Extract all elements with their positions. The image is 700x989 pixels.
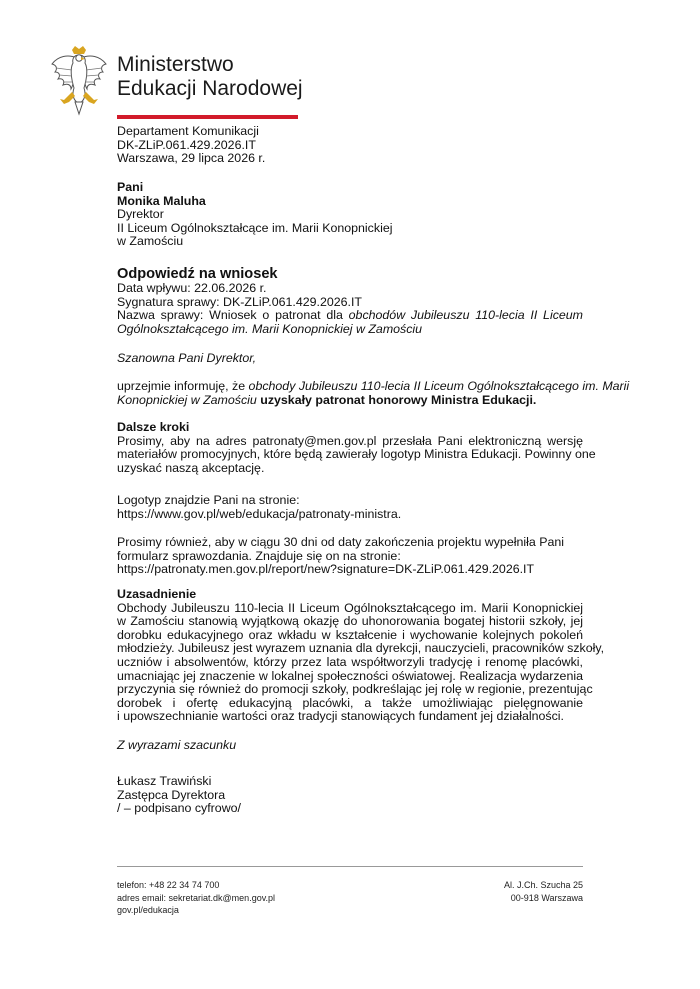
- reference-number: DK-ZLiP.061.429.2026.IT: [117, 137, 256, 152]
- recipient-block: [117, 181, 583, 249]
- ministry-name-line1: Ministerstwo: [117, 53, 234, 76]
- report-info-line: formularz sprawozdania. Znajduje się on na stronie:: [117, 548, 401, 563]
- decision-outcome: uzyskały patronat honorowy Ministra Edukacji.: [260, 392, 537, 407]
- case-name-line2: Ogólnokształcącego im. Marii Konopnickiej w Zamościu: [117, 321, 423, 336]
- ministry-name: [117, 53, 303, 101]
- footer-address: [504, 879, 583, 904]
- footer-web[interactable]: gov.pl/edukacja: [117, 905, 179, 915]
- justification-line: dorobku edukacyjnego oraz wkładu w kształcenie i wychowanie kolejnych pokoleń: [117, 627, 583, 642]
- letter-meta: [117, 125, 583, 166]
- closing-text: Z wyrazami szacunku: [117, 738, 237, 752]
- justification-line: umacniając jej znaczenie w lokalnej społeczności oświatowej. Realizacja wydarzenia: [117, 668, 583, 683]
- justification-section: [117, 587, 605, 724]
- signatory-name: Łukasz Trawiński: [117, 774, 212, 788]
- decision-line1: [117, 379, 630, 394]
- subject-block: [117, 266, 583, 336]
- decision-event-2: Konopnickiej w Zamościu: [117, 392, 257, 407]
- department: Departament Komunikacji: [117, 124, 259, 138]
- justification-line: i upowszechnianie wartości oraz tradycji stanowiących fundament jej działalności.: [117, 709, 564, 724]
- justification-line: Obchody Jubileuszu 110-lecia II Liceum Ogólnokształcącego im. Marii Konopnickiej: [117, 600, 583, 615]
- recipient-city: w Zamościu: [117, 234, 184, 249]
- next-steps-section: [117, 420, 596, 475]
- signature-block: [117, 775, 583, 816]
- place-date: Warszawa, 29 lipca 2026 r.: [117, 151, 266, 166]
- justification-line: młodzieży. Jubileusz jest wyrazem uznania dla dyrekcji, nauczycieli, pracowników szkoły,: [117, 641, 605, 656]
- polish-eagle-emblem-icon: [50, 44, 108, 116]
- next-steps-line: uzyskać naszą akceptację.: [117, 460, 265, 475]
- recipient-institution: II Liceum Ogólnokształcące im. Marii Konopnickiej: [117, 220, 393, 235]
- report-info-link[interactable]: https://patronaty.men.gov.pl/report/new?signature=DK-ZLiP.061.429.2026.IT: [117, 562, 535, 577]
- logo-info: [117, 494, 583, 521]
- report-info-line: Prosimy również, aby w ciągu 30 dni od daty zakończenia projektu wypełniła Pani: [117, 535, 564, 549]
- decision-intro: uprzejmie informuję, że: [117, 379, 246, 393]
- footer-email[interactable]: adres email: sekretariat.dk@men.gov.pl: [117, 892, 276, 903]
- next-steps-heading: Dalsze kroki: [117, 420, 190, 434]
- case-signature: Sygnatura sprawy: DK-ZLiP.061.429.2026.IT: [117, 294, 362, 309]
- greeting-text: Szanowna Pani Dyrektor,: [117, 351, 257, 365]
- decision-event-1: obchody Jubileuszu 110-lecia II Liceum Ogólnokształcącego im. Marii: [248, 379, 630, 393]
- logo-info-link[interactable]: https://www.gov.pl/web/edukacja/patronaty-ministra.: [117, 506, 402, 521]
- signatory-role: Zastępca Dyrektora: [117, 787, 226, 802]
- justification-line: w Zamościu stanowią wyjątkową okazję do uhonorowania bogatej historii szkoły, jej: [117, 614, 583, 629]
- footer-street: Al. J.Ch. Szucha 25: [503, 880, 583, 890]
- case-name-line1: [117, 309, 583, 323]
- closing: [117, 739, 583, 753]
- recipient-salutation: Pani: [117, 180, 144, 194]
- justification-heading: Uzasadnienie: [117, 587, 197, 601]
- footer-phone: telefon: +48 22 34 74 700: [117, 880, 220, 890]
- subject-heading: Odpowiedź na wniosek: [117, 266, 278, 282]
- footer-postal: 00-918 Warszawa: [510, 892, 583, 903]
- next-steps-line: Prosimy, aby na adres patronaty@men.gov.pl przesłała Pani elektroniczną wersję: [117, 433, 583, 448]
- signature-note: / – podpisano cyfrowo/: [117, 801, 241, 816]
- ministry-name-line2: Edukacji Narodowej: [117, 77, 303, 100]
- footer-contact: [117, 879, 275, 917]
- decision-paragraph: [117, 379, 630, 407]
- logo-info-line: Logotyp znajdzie Pani na stronie:: [117, 493, 300, 507]
- recipient-name: Monika Maluha: [117, 193, 206, 208]
- report-info: [117, 536, 583, 577]
- justification-line: przyczynia się również do promocji szkoły, podkreślając jej rolę w regionie, prezentując: [117, 682, 593, 697]
- case-name-prefix: Nazwa sprawy: Wniosek o patronat dla: [117, 308, 343, 323]
- greeting: [117, 352, 583, 366]
- justification-line: uczniów i absolwentów, którzy przez lata współtworzyli tradycję i renomę placówki,: [117, 654, 583, 669]
- case-name-italic-1: obchodów Jubileuszu 110-lecia II Liceum: [348, 308, 583, 323]
- recipient-title: Dyrektor: [117, 207, 164, 222]
- next-steps-line: materiałów promocyjnych, które będą zawierały logotyp Ministra Edukacji. Powinny one: [117, 447, 596, 462]
- received-date: Data wpływu: 22.06.2026 r.: [117, 281, 267, 295]
- justification-line: dorobek i ofertę edukacyjną placówki, a także umożliwiając pielęgnowanie: [117, 695, 583, 710]
- header-accent-rule: [117, 115, 298, 119]
- footer-divider: [117, 866, 583, 867]
- decision-line2: [117, 394, 583, 408]
